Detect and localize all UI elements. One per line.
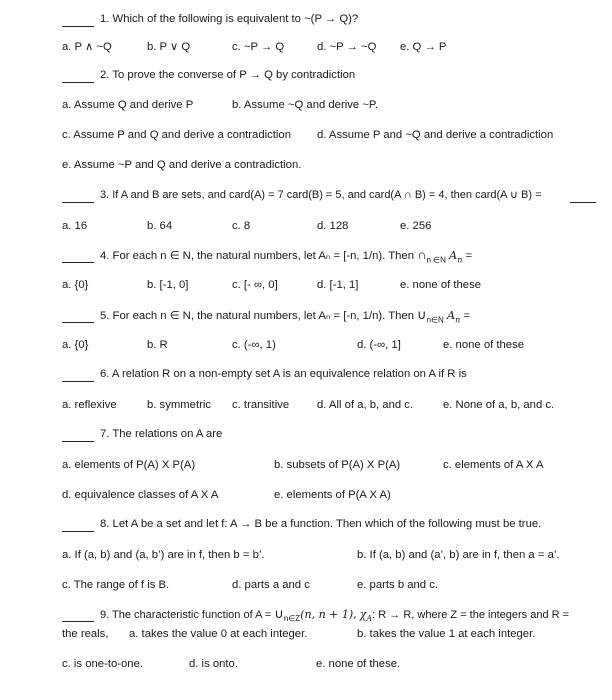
q6-option-d: d. All of a, b, and c. xyxy=(317,399,414,411)
q4-set-sub: n xyxy=(457,255,463,265)
answer-blank-q2[interactable] xyxy=(62,82,94,83)
q9-union-symbol: ∪ xyxy=(274,606,284,621)
answer-blank-q7[interactable] xyxy=(62,441,94,442)
q1-option-d: d. ~P → ~Q xyxy=(317,41,377,53)
q9-stem-text: 9. The characteristic function of A = xyxy=(100,609,272,621)
q7-option-e: e. elements of P(A X A) xyxy=(274,489,391,501)
q2-stem: 2. To prove the converse of P → Q by contradiction xyxy=(100,69,356,81)
q2-option-b: b. Assume ~Q and derive ~P. xyxy=(232,99,379,111)
answer-blank-q1[interactable] xyxy=(62,26,94,27)
q7-option-c: c. elements of A X A xyxy=(443,459,544,471)
q9-interval: (n, n + 1), xyxy=(300,608,357,621)
q4-option-e: e. none of these xyxy=(400,279,482,291)
q8-option-c: c. The range of f is B. xyxy=(62,579,170,591)
q4-stem-text: 4. For each n ∈ N, the natural numbers, let Aₙ = [-n, 1/n). Then xyxy=(100,250,414,262)
union-symbol: ∪ xyxy=(417,307,427,322)
q1-option-a: a. P ∧ ~Q xyxy=(62,41,112,53)
q5-equals: = xyxy=(463,310,471,322)
q2-option-c: c. Assume P and Q and derive a contradiction xyxy=(62,129,291,141)
q9-stem-continued: the reals, xyxy=(62,628,109,640)
answer-blank-q8[interactable] xyxy=(62,531,94,532)
q8-option-d: d. parts a and c xyxy=(232,579,310,591)
q9-option-e: e. none of these. xyxy=(316,658,401,670)
q3-option-c: c. 8 xyxy=(232,220,251,232)
q5-set-sub: n xyxy=(455,315,461,325)
q3-option-b: b. 64 xyxy=(147,220,173,232)
q5-stem-text: 5. For each n ∈ N, the natural numbers, let Aₙ = [-n, 1/n). Then xyxy=(100,310,414,322)
intersection-symbol: ∩ xyxy=(417,247,427,262)
q1-stem: 1. Which of the following is equivalent to ~(P → Q)? xyxy=(100,13,359,25)
q1-option-c: c. ~P → Q xyxy=(232,41,285,53)
q9-option-c: c. is one-to-one. xyxy=(62,658,144,670)
q1-option-b: b. P ∨ Q xyxy=(147,41,191,53)
q3-option-e: e. 256 xyxy=(400,220,432,232)
q9-option-d: d. is onto. xyxy=(189,658,238,670)
q9-stem xyxy=(100,607,569,626)
q4-option-b: b. [-1, 0] xyxy=(147,279,189,291)
q3-option-d: d. 128 xyxy=(317,220,349,232)
answer-blank-q4[interactable] xyxy=(62,262,94,263)
q6-option-e: e. None of a, b, and c. xyxy=(443,399,555,411)
answer-blank-q9[interactable] xyxy=(62,621,94,622)
answer-blank-q3[interactable] xyxy=(62,202,94,203)
answer-blank-q5[interactable] xyxy=(62,322,94,323)
q5-option-c: c. (-∞, 1) xyxy=(232,339,276,351)
q9-stem-rest: : R → R, where Z = the integers and R = xyxy=(372,609,570,621)
q4-stem xyxy=(100,248,472,267)
q8-option-a: a. If (a, b) and (a, b’) are in f, then b = b’. xyxy=(62,549,265,561)
q7-option-a: a. elements of P(A) X P(A) xyxy=(62,459,196,471)
q4-option-d: d. [-1, 1] xyxy=(317,279,359,291)
q3-stem: 3. If A and B are sets, and card(A) = 7 card(B) = 5, and card(A ∩ B) = 4, then card(A ∪ B) = xyxy=(100,189,542,201)
q4-option-a: a. {0} xyxy=(62,279,89,291)
q6-option-a: a. reflexive xyxy=(62,399,117,411)
q8-stem: 8. Let A be a set and let f: A → B be a function. Then which of the following must be true. xyxy=(100,518,542,530)
q5-option-b: b. R xyxy=(147,339,168,351)
q2-option-a: a. Assume Q and derive P xyxy=(62,99,194,111)
q4-equals: = xyxy=(465,250,473,262)
q7-option-b: b. subsets of P(A) X P(A) xyxy=(274,459,401,471)
q5-option-e: e. none of these xyxy=(443,339,525,351)
q5-index: n∈N xyxy=(426,315,444,325)
q3-result-blank[interactable] xyxy=(570,202,596,203)
q9-union-index: n∈Z xyxy=(283,614,301,624)
q4-set: A xyxy=(449,249,458,262)
q8-option-b: b. If (a, b) and (a’, b) are in f, then a = a’. xyxy=(357,549,560,561)
chi-subscript: A xyxy=(366,614,373,624)
q6-option-b: b. symmetric xyxy=(147,399,212,411)
q6-option-c: c. transitive xyxy=(232,399,290,411)
q5-set: A xyxy=(446,309,456,322)
q2-option-d: d. Assume P and ~Q and derive a contradiction xyxy=(317,129,554,141)
chi-symbol: χ xyxy=(359,608,367,621)
q8-option-e: e. parts b and c. xyxy=(357,579,439,591)
q5-stem xyxy=(100,308,470,327)
answer-blank-q6[interactable] xyxy=(62,381,94,382)
q5-option-a: a. {0} xyxy=(62,339,89,351)
q5-option-d: d. (-∞, 1] xyxy=(357,339,401,351)
q3-option-a: a. 16 xyxy=(62,220,88,232)
q7-option-d: d. equivalence classes of A X A xyxy=(62,489,219,501)
q6-stem: 6. A relation R on a non-empty set A is an equivalence relation on A if R is xyxy=(100,368,467,380)
q4-index: n ∈N xyxy=(426,255,446,265)
q9-option-a: a. takes the value 0 at each integer. xyxy=(129,628,308,640)
q9-option-b: b. takes the value 1 at each integer. xyxy=(357,628,536,640)
q2-option-e: e. Assume ~P and Q and derive a contradiction. xyxy=(62,159,302,171)
q1-option-e: e. Q → P xyxy=(400,41,447,53)
q7-stem: 7. The relations on A are xyxy=(100,428,223,440)
q4-option-c: c. [- ∞, 0] xyxy=(232,279,278,291)
